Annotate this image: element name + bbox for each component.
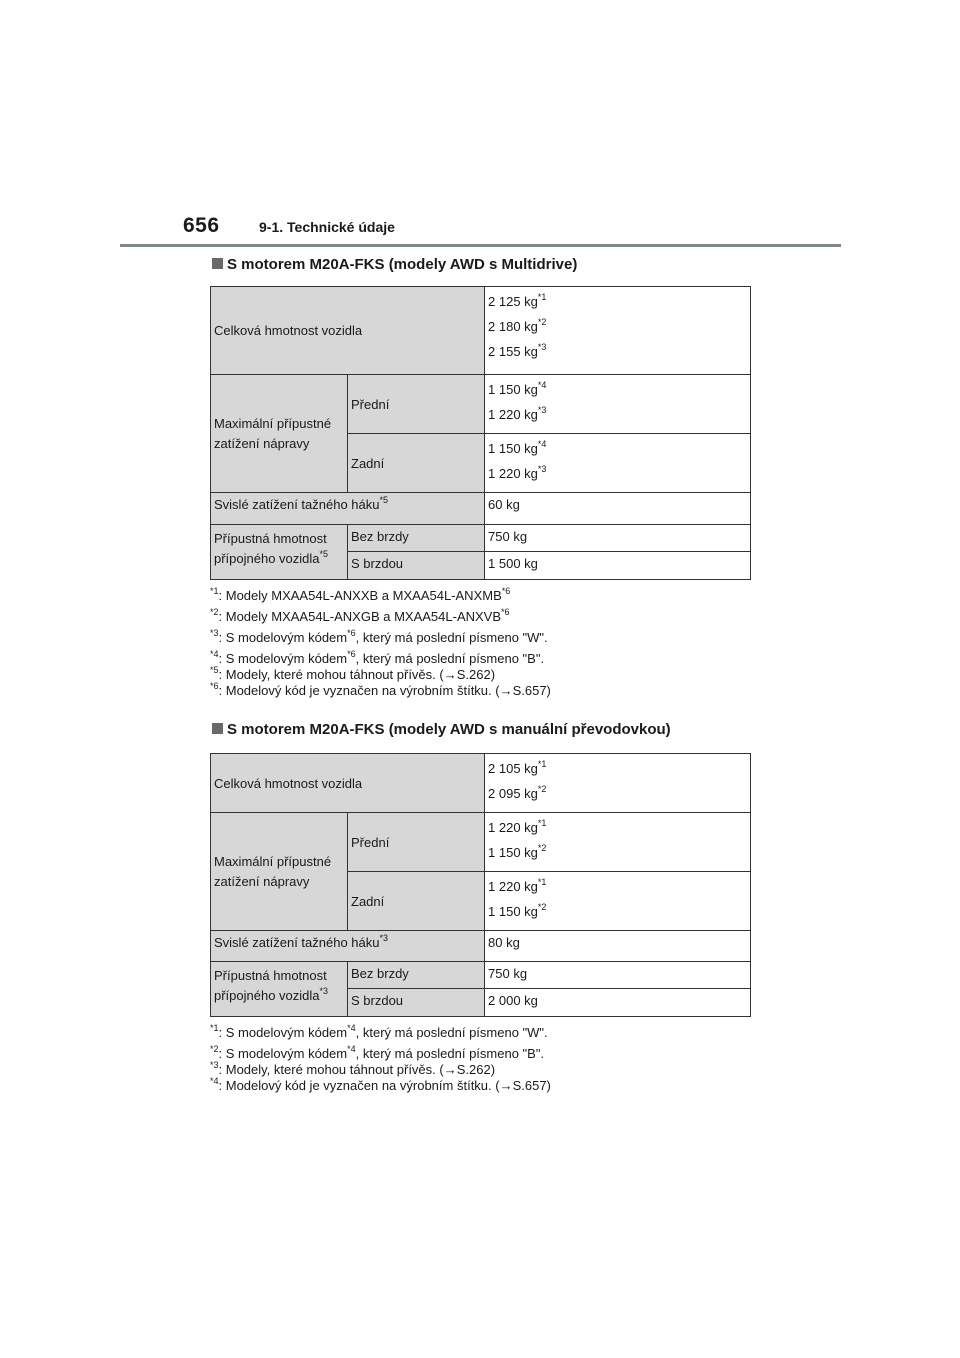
value-total-weight: 2 105 $kg^{*1}$ 2 095 $kg^{*2}$	[485, 754, 751, 813]
value-hitch-load: 80 kg	[485, 931, 751, 962]
label-trailer-braked: S brzdou	[348, 552, 485, 580]
footnote: $^{*4}$: Modelový kód je vyznačen na výrobním štítku. (→S.657)	[210, 1076, 551, 1093]
row-axle-front	[211, 375, 751, 434]
label-trailer-unbraked: Bez brzdy	[348, 962, 485, 989]
value-hitch-load: 60 kg	[485, 493, 751, 525]
footnote: $^{*1}$: S modelovým kódem$^{*4}$, který má poslední písmeno "W".	[210, 1023, 548, 1040]
row-hitch-load	[211, 931, 751, 962]
label-trailer-weight: Přípustná hmotnost přípojného vozidla$^{*3}$	[211, 962, 348, 1017]
label-axle-rear: Zadní	[348, 434, 485, 493]
page-number: 656	[183, 214, 220, 237]
footnote: $^{*6}$: Modelový kód je vyznačen na výrobním štítku. (→S.657)	[210, 681, 551, 698]
row-trailer-unbraked	[211, 962, 751, 989]
value-axle-rear: 1 220 $kg^{*1}$ 1 150 $kg^{*2}$	[485, 872, 751, 931]
spec-table-multidrive	[210, 286, 751, 580]
row-trailer-unbraked	[211, 525, 751, 552]
footnotes-multidrive	[210, 588, 770, 699]
value-axle-rear: 1 150 $kg^{*4}$ 1 220 $kg^{*3}$	[485, 434, 751, 493]
label-axle-load: Maximální přípustné zatížení nápravy	[211, 375, 348, 493]
footnote: $^{*1}$: Modely MXAA54L-ANXXB a MXAA54L-ANXMB$^{*6}$	[210, 586, 511, 603]
row-hitch-load	[211, 493, 751, 525]
label-total-weight: Celková hmotnost vozidla	[211, 754, 485, 813]
label-hitch-load: Svislé zatížení tažného háku$^{*3}$	[211, 931, 485, 962]
value-trailer-braked: 2 000 kg	[485, 989, 751, 1017]
row-total-weight	[211, 754, 751, 813]
value-total-weight: 2 125 $kg^{*1}$ 2 180 $kg^{*2}$ 2 155 $kg^{*3}$	[485, 287, 751, 375]
row-axle-front	[211, 813, 751, 872]
footnote: $^{*2}$: Modely MXAA54L-ANXGB a MXAA54L-ANXVB$^{*6}$	[210, 607, 510, 624]
footnote: $^{*2}$: S modelovým kódem$^{*4}$, který má poslední písmeno "B".	[210, 1044, 545, 1061]
row-total-weight	[211, 287, 751, 375]
value-axle-front: 1 220 $kg^{*1}$ 1 150 $kg^{*2}$	[485, 813, 751, 872]
spec-table-manual	[210, 753, 751, 1017]
square-bullet-icon	[212, 258, 223, 269]
value-trailer-unbraked: 750 kg	[485, 525, 751, 552]
footnote: $^{*4}$: S modelovým kódem$^{*6}$, který má poslední písmeno "B".	[210, 649, 545, 666]
section-title-multidrive: S motorem M20A-FKS (modely AWD s Multidrive)	[212, 256, 577, 273]
value-trailer-unbraked: 750 kg	[485, 962, 751, 989]
label-axle-rear: Zadní	[348, 872, 485, 931]
footnotes-manual	[210, 1025, 770, 1094]
footnote: $^{*3}$: S modelovým kódem$^{*6}$, který má poslední písmeno "W".	[210, 628, 548, 645]
label-axle-load: Maximální přípustné zatížení nápravy	[211, 813, 348, 931]
value-axle-front: 1 150 $kg^{*4}$ 1 220 $kg^{*3}$	[485, 375, 751, 434]
label-total-weight: Celková hmotnost vozidla	[211, 287, 485, 375]
label-hitch-load: Svislé zatížení tažného háku$^{*5}$	[211, 493, 485, 525]
footnote: $^{*5}$: Modely, které mohou táhnout přívěs. (→S.262)	[210, 665, 496, 682]
value-trailer-braked: 1 500 kg	[485, 552, 751, 580]
header-rule	[120, 244, 841, 247]
footnote: $^{*3}$: Modely, které mohou táhnout přívěs. (→S.262)	[210, 1060, 496, 1077]
chapter-title: 9-1. Technické údaje	[259, 219, 395, 235]
section-title-manual: S motorem M20A-FKS (modely AWD s manuální převodovkou)	[212, 721, 671, 738]
label-trailer-unbraked: Bez brzdy	[348, 525, 485, 552]
label-trailer-weight: Přípustná hmotnost přípojného vozidla$^{*5}$	[211, 525, 348, 580]
label-trailer-braked: S brzdou	[348, 989, 485, 1017]
label-axle-front: Přední	[348, 813, 485, 872]
square-bullet-icon	[212, 723, 223, 734]
label-axle-front: Přední	[348, 375, 485, 434]
